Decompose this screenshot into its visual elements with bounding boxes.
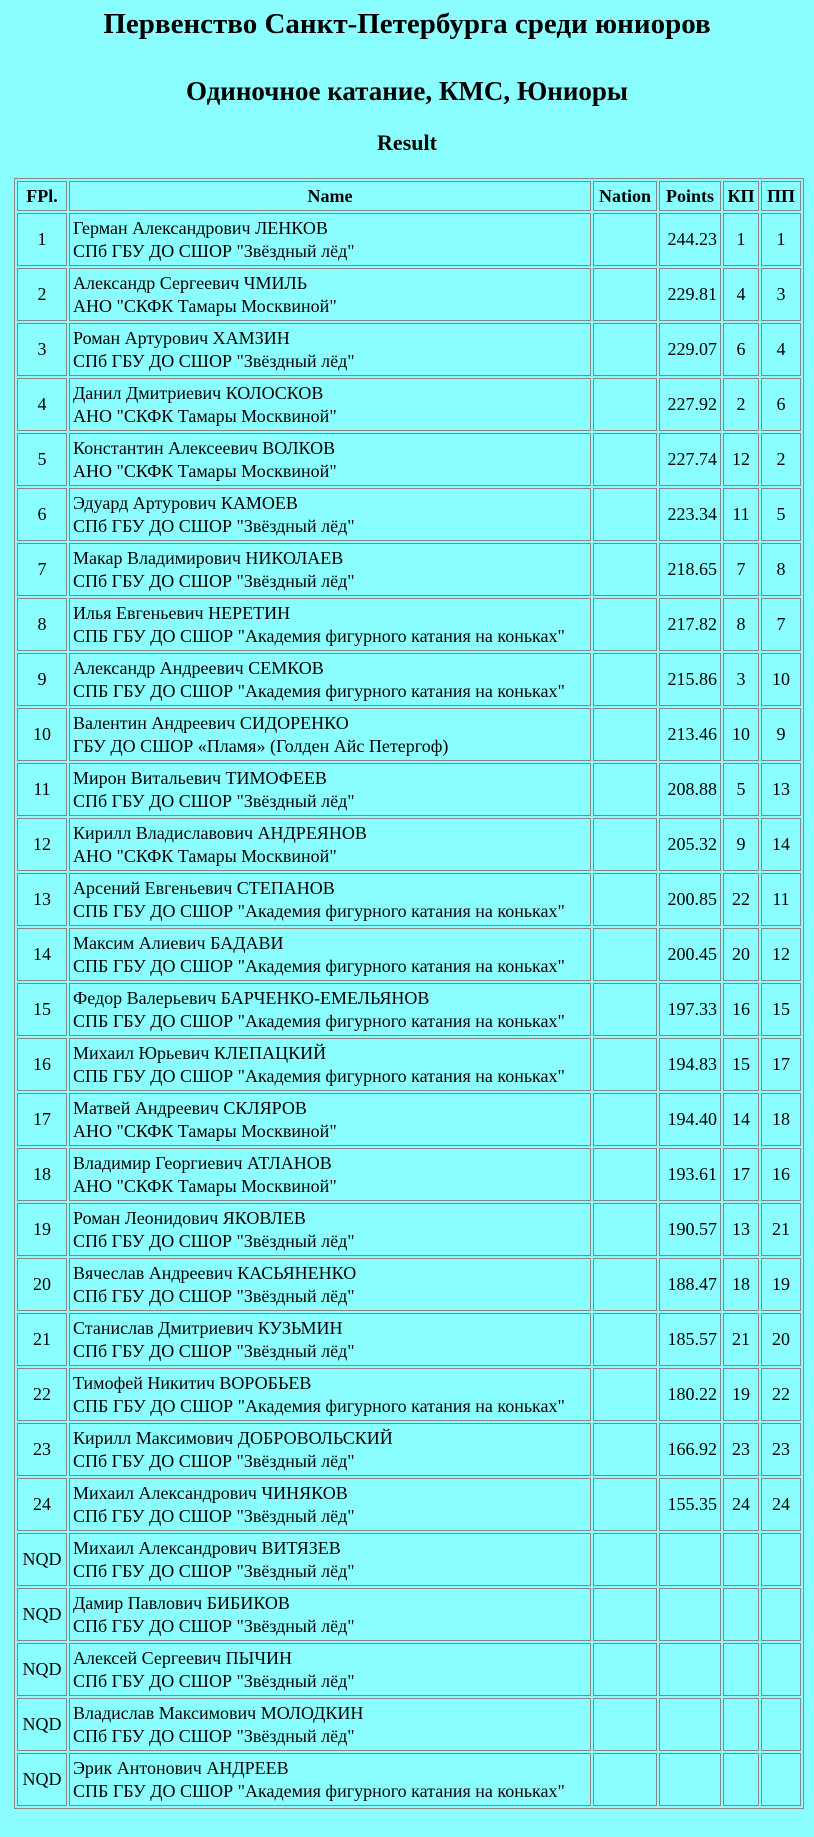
kp-cell: 17 [723, 1148, 759, 1201]
points-cell [659, 1533, 721, 1586]
nation-cell [593, 433, 657, 486]
pp-cell [761, 1643, 801, 1696]
skater-club: СПБ ГБУ ДО СШОР "Академия фигурного катания на коньках" [73, 1395, 565, 1416]
points-cell: 208.88 [659, 763, 721, 816]
place-cell: 6 [17, 488, 67, 541]
table-row [17, 928, 801, 981]
points-cell: 217.82 [659, 598, 721, 651]
table-row [17, 213, 801, 266]
skater-club: СПб ГБУ ДО СШОР "Звёздный лёд" [73, 1340, 355, 1361]
points-cell [659, 1753, 721, 1806]
pp-cell: 5 [761, 488, 801, 541]
table-row [17, 1368, 801, 1421]
table-row [17, 323, 801, 376]
kp-cell [723, 1533, 759, 1586]
column-header-points: Points [659, 181, 721, 211]
place-cell: 1 [17, 213, 67, 266]
table-row [17, 1258, 801, 1311]
nation-cell [593, 1148, 657, 1201]
table-row [17, 268, 801, 321]
nation-cell [593, 818, 657, 871]
pp-cell [761, 1533, 801, 1586]
pp-cell: 21 [761, 1203, 801, 1256]
skater-cell [69, 983, 591, 1036]
skater-cell [69, 928, 591, 981]
skater-name: Константин Алексеевич ВОЛКОВ [73, 437, 336, 458]
table-row [17, 488, 801, 541]
skater-club: СПб ГБУ ДО СШОР "Звёздный лёд" [73, 350, 355, 371]
pp-cell: 14 [761, 818, 801, 871]
points-cell: 190.57 [659, 1203, 721, 1256]
nation-cell [593, 213, 657, 266]
skater-club: СПб ГБУ ДО СШОР "Звёздный лёд" [73, 1560, 355, 1581]
skater-club: АНО "СКФК Тамары Москвиной" [73, 460, 337, 481]
nation-cell [593, 653, 657, 706]
kp-cell: 1 [723, 213, 759, 266]
table-row [17, 543, 801, 596]
skater-cell [69, 433, 591, 486]
skater-cell [69, 488, 591, 541]
points-cell: 197.33 [659, 983, 721, 1036]
place-cell: NQD [17, 1753, 67, 1806]
skater-cell [69, 1533, 591, 1586]
pp-cell: 8 [761, 543, 801, 596]
table-row [17, 1423, 801, 1476]
nation-cell [593, 1368, 657, 1421]
skater-name: Алексей Сергеевич ПЫЧИН [73, 1647, 293, 1668]
skater-cell [69, 1258, 591, 1311]
nation-cell [593, 1698, 657, 1751]
skater-club: СПб ГБУ ДО СШОР "Звёздный лёд" [73, 1725, 355, 1746]
result-heading: Result [377, 130, 437, 155]
place-cell: 19 [17, 1203, 67, 1256]
skater-cell [69, 1478, 591, 1531]
kp-cell: 10 [723, 708, 759, 761]
pp-cell: 15 [761, 983, 801, 1036]
nation-cell [593, 598, 657, 651]
table-row [17, 873, 801, 926]
skater-cell [69, 873, 591, 926]
nation-cell [593, 1258, 657, 1311]
skater-name: Макар Владимирович НИКОЛАЕВ [73, 547, 344, 568]
nation-cell [593, 1423, 657, 1476]
place-cell: 11 [17, 763, 67, 816]
points-cell: 200.85 [659, 873, 721, 926]
skater-cell [69, 323, 591, 376]
table-row [17, 1038, 801, 1091]
points-cell: 185.57 [659, 1313, 721, 1366]
points-cell: 193.61 [659, 1148, 721, 1201]
skater-name: Герман Александрович ЛЕНКОВ [73, 217, 328, 238]
skater-name: Михаил Александрович ВИТЯЗЕВ [73, 1537, 341, 1558]
table-row [17, 708, 801, 761]
place-cell: 18 [17, 1148, 67, 1201]
skater-name: Кирилл Владиславович АНДРЕЯНОВ [73, 822, 367, 843]
pp-cell [761, 1698, 801, 1751]
place-cell: 4 [17, 378, 67, 431]
pp-cell [761, 1753, 801, 1806]
points-cell [659, 1588, 721, 1641]
kp-cell: 4 [723, 268, 759, 321]
nation-cell [593, 378, 657, 431]
place-cell: NQD [17, 1588, 67, 1641]
table-row [17, 1148, 801, 1201]
skater-cell [69, 1753, 591, 1806]
skater-club: СПб ГБУ ДО СШОР "Звёздный лёд" [73, 1450, 355, 1471]
nation-cell [593, 1533, 657, 1586]
nation-cell [593, 1038, 657, 1091]
points-cell: 155.35 [659, 1478, 721, 1531]
points-cell: 180.22 [659, 1368, 721, 1421]
skater-name: Кирилл Максимович ДОБРОВОЛЬСКИЙ [73, 1427, 393, 1448]
kp-cell: 15 [723, 1038, 759, 1091]
column-header-pp: ПП [761, 181, 801, 211]
column-header-name: Name [69, 181, 591, 211]
skater-club: АНО "СКФК Тамары Москвиной" [73, 845, 337, 866]
skater-name: Максим Алиевич БАДАВИ [73, 932, 284, 953]
nation-cell [593, 323, 657, 376]
skater-name: Арсений Евгеньевич СТЕПАНОВ [73, 877, 335, 898]
skater-name: Вячеслав Андреевич КАСЬЯНЕНКО [73, 1262, 357, 1283]
kp-cell: 12 [723, 433, 759, 486]
pp-cell: 20 [761, 1313, 801, 1366]
points-cell: 194.83 [659, 1038, 721, 1091]
nation-cell [593, 1203, 657, 1256]
table-row [17, 763, 801, 816]
place-cell: 10 [17, 708, 67, 761]
skater-club: СПб ГБУ ДО СШОР "Звёздный лёд" [73, 515, 355, 536]
kp-cell: 13 [723, 1203, 759, 1256]
points-cell: 205.32 [659, 818, 721, 871]
points-cell: 223.34 [659, 488, 721, 541]
table-row [17, 818, 801, 871]
pp-cell: 7 [761, 598, 801, 651]
kp-cell: 11 [723, 488, 759, 541]
skater-cell [69, 543, 591, 596]
kp-cell: 23 [723, 1423, 759, 1476]
skater-club: СПБ ГБУ ДО СШОР "Академия фигурного катания на коньках" [73, 955, 565, 976]
page-subtitle: Одиночное катание, КМС, Юниоры [185, 76, 629, 106]
skater-club: СПБ ГБУ ДО СШОР "Академия фигурного катания на коньках" [73, 1780, 565, 1801]
skater-name: Роман Артурович ХАМЗИН [73, 327, 290, 348]
place-cell: 17 [17, 1093, 67, 1146]
points-cell: 213.46 [659, 708, 721, 761]
skater-cell [69, 378, 591, 431]
kp-cell: 7 [723, 543, 759, 596]
skater-name: Мирон Витальевич ТИМОФЕЕВ [73, 767, 327, 788]
pp-cell: 11 [761, 873, 801, 926]
skater-club: СПБ ГБУ ДО СШОР "Академия фигурного катания на коньках" [73, 680, 565, 701]
pp-cell: 10 [761, 653, 801, 706]
place-cell: NQD [17, 1533, 67, 1586]
table-row [17, 1478, 801, 1531]
pp-cell: 18 [761, 1093, 801, 1146]
skater-name: Владислав Максимович МОЛОДКИН [73, 1702, 364, 1723]
pp-cell: 2 [761, 433, 801, 486]
skater-name: Данил Дмитриевич КОЛОСКОВ [73, 382, 324, 403]
kp-cell: 8 [723, 598, 759, 651]
table-row [17, 1753, 801, 1806]
pp-cell: 12 [761, 928, 801, 981]
skater-club: СПб ГБУ ДО СШОР "Звёздный лёд" [73, 1285, 355, 1306]
skater-club: ГБУ ДО СШОР «Пламя» (Голден Айс Петергоф) [73, 735, 449, 756]
place-cell: 2 [17, 268, 67, 321]
skater-name: Илья Евгеньевич НЕРЕТИН [73, 602, 291, 623]
place-cell: 15 [17, 983, 67, 1036]
points-cell: 229.07 [659, 323, 721, 376]
nation-cell [593, 1643, 657, 1696]
skater-name: Владимир Георгиевич АТЛАНОВ [73, 1152, 332, 1173]
kp-cell: 2 [723, 378, 759, 431]
skater-cell [69, 818, 591, 871]
pp-cell: 24 [761, 1478, 801, 1531]
points-cell [659, 1643, 721, 1696]
skater-cell [69, 1423, 591, 1476]
skater-club: СПб ГБУ ДО СШОР "Звёздный лёд" [73, 570, 355, 591]
pp-cell [761, 1588, 801, 1641]
place-cell: 12 [17, 818, 67, 871]
place-cell: 13 [17, 873, 67, 926]
skater-cell [69, 1148, 591, 1201]
skater-cell [69, 708, 591, 761]
nation-cell [593, 1588, 657, 1641]
kp-cell [723, 1588, 759, 1641]
points-cell [659, 1698, 721, 1751]
skater-club: СПб ГБУ ДО СШОР "Звёздный лёд" [73, 1670, 355, 1691]
skater-cell [69, 763, 591, 816]
skater-club: СПБ ГБУ ДО СШОР "Академия фигурного катания на коньках" [73, 625, 565, 646]
points-cell: 218.65 [659, 543, 721, 596]
skater-club: СПб ГБУ ДО СШОР "Звёздный лёд" [73, 790, 355, 811]
skater-cell [69, 268, 591, 321]
skater-cell [69, 1203, 591, 1256]
skater-name: Эдуард Артурович КАМОЕВ [73, 492, 298, 513]
kp-cell: 21 [723, 1313, 759, 1366]
kp-cell: 16 [723, 983, 759, 1036]
pp-cell: 13 [761, 763, 801, 816]
pp-cell: 16 [761, 1148, 801, 1201]
kp-cell: 24 [723, 1478, 759, 1531]
skater-cell [69, 1093, 591, 1146]
skater-club: СПБ ГБУ ДО СШОР "Академия фигурного катания на коньках" [73, 1010, 565, 1031]
points-cell: 227.92 [659, 378, 721, 431]
nation-cell [593, 543, 657, 596]
kp-cell: 9 [723, 818, 759, 871]
table-row [17, 1698, 801, 1751]
skater-club: СПб ГБУ ДО СШОР "Звёздный лёд" [73, 1230, 355, 1251]
skater-name: Валентин Андреевич СИДОРЕНКО [73, 712, 349, 733]
table-row [17, 598, 801, 651]
place-cell: 16 [17, 1038, 67, 1091]
points-cell: 244.23 [659, 213, 721, 266]
place-cell: NQD [17, 1643, 67, 1696]
kp-cell [723, 1753, 759, 1806]
table-row [17, 1643, 801, 1696]
nation-cell [593, 268, 657, 321]
nation-cell [593, 1313, 657, 1366]
skater-name: Александр Сергеевич ЧМИЛЬ [73, 272, 308, 293]
table-row [17, 1588, 801, 1641]
place-cell: 3 [17, 323, 67, 376]
pp-cell: 6 [761, 378, 801, 431]
skater-cell [69, 598, 591, 651]
table-row [17, 1533, 801, 1586]
kp-cell: 20 [723, 928, 759, 981]
skater-club: СПБ ГБУ ДО СШОР "Академия фигурного катания на коньках" [73, 900, 565, 921]
skater-name: Станислав Дмитриевич КУЗЬМИН [73, 1317, 343, 1338]
kp-cell: 14 [723, 1093, 759, 1146]
skater-cell [69, 1698, 591, 1751]
place-cell: 23 [17, 1423, 67, 1476]
nation-cell [593, 983, 657, 1036]
nation-cell [593, 1753, 657, 1806]
skater-cell [69, 1588, 591, 1641]
pp-cell: 9 [761, 708, 801, 761]
place-cell: 20 [17, 1258, 67, 1311]
nation-cell [593, 488, 657, 541]
points-cell: 229.81 [659, 268, 721, 321]
skater-cell [69, 213, 591, 266]
place-cell: 21 [17, 1313, 67, 1366]
table-row [17, 983, 801, 1036]
points-cell: 227.74 [659, 433, 721, 486]
points-cell: 166.92 [659, 1423, 721, 1476]
points-cell: 215.86 [659, 653, 721, 706]
nation-cell [593, 873, 657, 926]
skater-club: АНО "СКФК Тамары Москвиной" [73, 1175, 337, 1196]
place-cell: NQD [17, 1698, 67, 1751]
place-cell: 7 [17, 543, 67, 596]
table-row [17, 1203, 801, 1256]
skater-name: Михаил Юрьевич КЛЕПАЦКИЙ [73, 1042, 327, 1063]
nation-cell [593, 708, 657, 761]
kp-cell: 6 [723, 323, 759, 376]
points-cell: 188.47 [659, 1258, 721, 1311]
skater-name: Дамир Павлович БИБИКОВ [73, 1592, 290, 1613]
kp-cell: 3 [723, 653, 759, 706]
skater-cell [69, 653, 591, 706]
skater-name: Тимофей Никитич ВОРОБЬЕВ [73, 1372, 312, 1393]
skater-name: Федор Валерьевич БАРЧЕНКО-ЕМЕЛЬЯНОВ [73, 987, 430, 1008]
table-header-row [17, 181, 801, 211]
kp-cell: 18 [723, 1258, 759, 1311]
table-row [17, 433, 801, 486]
place-cell: 22 [17, 1368, 67, 1421]
skater-club: СПб ГБУ ДО СШОР "Звёздный лёд" [73, 1615, 355, 1636]
results-table [14, 178, 804, 1809]
nation-cell [593, 763, 657, 816]
skater-cell [69, 1643, 591, 1696]
table-row [17, 378, 801, 431]
nation-cell [593, 928, 657, 981]
nation-cell [593, 1478, 657, 1531]
table-row [17, 1313, 801, 1366]
place-cell: 24 [17, 1478, 67, 1531]
pp-cell: 17 [761, 1038, 801, 1091]
skater-club: СПб ГБУ ДО СШОР "Звёздный лёд" [73, 240, 355, 261]
skater-club: СПБ ГБУ ДО СШОР "Академия фигурного катания на коньках" [73, 1065, 565, 1086]
kp-cell [723, 1698, 759, 1751]
results-table-body [17, 213, 801, 1806]
points-cell: 194.40 [659, 1093, 721, 1146]
skater-name: Эрик Антонович АНДРЕЕВ [73, 1757, 289, 1778]
pp-cell: 1 [761, 213, 801, 266]
skater-club: АНО "СКФК Тамары Москвиной" [73, 295, 337, 316]
skater-name: Матвей Андреевич СКЛЯРОВ [73, 1097, 307, 1118]
table-row [17, 1093, 801, 1146]
pp-cell: 22 [761, 1368, 801, 1421]
kp-cell [723, 1643, 759, 1696]
column-header-nation: Nation [593, 181, 657, 211]
column-header-kp: КП [723, 181, 759, 211]
table-row [17, 653, 801, 706]
nation-cell [593, 1093, 657, 1146]
place-cell: 5 [17, 433, 67, 486]
skater-club: СПб ГБУ ДО СШОР "Звёздный лёд" [73, 1505, 355, 1526]
pp-cell: 4 [761, 323, 801, 376]
skater-cell [69, 1368, 591, 1421]
skater-name: Роман Леонидович ЯКОВЛЕВ [73, 1207, 306, 1228]
kp-cell: 5 [723, 763, 759, 816]
place-cell: 8 [17, 598, 67, 651]
skater-club: АНО "СКФК Тамары Москвиной" [73, 1120, 337, 1141]
skater-club: АНО "СКФК Тамары Москвиной" [73, 405, 337, 426]
place-cell: 9 [17, 653, 67, 706]
column-header-fpl: FPl. [17, 181, 67, 211]
points-cell: 200.45 [659, 928, 721, 981]
skater-cell [69, 1313, 591, 1366]
pp-cell: 23 [761, 1423, 801, 1476]
kp-cell: 22 [723, 873, 759, 926]
page-title: Первенство Санкт-Петербурга среди юниоров [103, 8, 711, 40]
pp-cell: 3 [761, 268, 801, 321]
skater-name: Александр Андреевич СЕМКОВ [73, 657, 324, 678]
skater-cell [69, 1038, 591, 1091]
skater-name: Михаил Александрович ЧИНЯКОВ [73, 1482, 348, 1503]
kp-cell: 19 [723, 1368, 759, 1421]
place-cell: 14 [17, 928, 67, 981]
pp-cell: 19 [761, 1258, 801, 1311]
